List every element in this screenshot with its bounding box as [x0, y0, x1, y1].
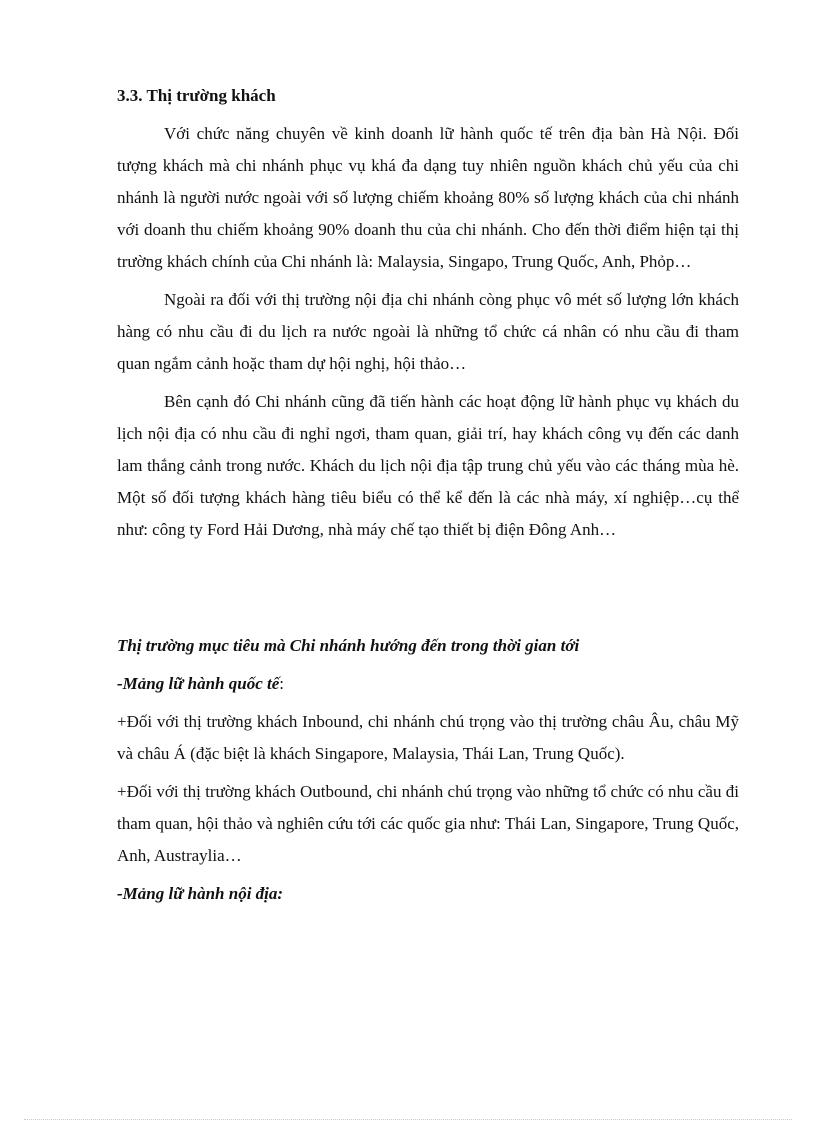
international-heading [117, 668, 739, 700]
page-content [117, 82, 739, 916]
domestic-heading: -Mảng lữ hành nội địa: [117, 884, 284, 903]
international-label: -Mảng lữ hành quốc tế [117, 674, 280, 693]
spacer [117, 552, 739, 630]
section-title: 3.3. Thị trường khách [117, 86, 276, 105]
paragraph-domestic-outbound: Ngoài ra đối với thị trường nội địa chi nhánh còng phục vô mét số lượng lớn khách hàng có nhu cầu đi du lịch ra nước ngoài là những tổ chức cá nhân có nhu cầu đi tham quan ngắm cảnh hoặc tham dự hội nghị, hội thảo… [117, 290, 739, 373]
inbound-item: +Đối với thị trường khách Inbound, chi nhánh chú trọng vào thị trường châu Âu, châu Mỹ và châu Á (đặc biệt là khách Singapore, Malaysia, Thái Lan, Trung Quốc). [117, 712, 739, 763]
paragraph-main-market: Với chức năng chuyên về kinh doanh lữ hành quốc tế trên địa bàn Hà Nội. Đối tượng khách mà chi nhánh phục vụ khá đa dạng tuy nhiên nguồn khách chủ yếu của chi nhánh là người nước ngoài với số lượng chiếm khoảng 80% số lượng khách của chi nhánh với doanh thu chiếm khoảng 90% doanh thu của chi nhánh. Cho đến thời điểm hiện tại thị trường khách chính của Chi nhánh là: Malaysia, Singapo, Trung Quốc, Anh, Phỏp… [117, 124, 739, 271]
paragraph-domestic-tourism: Bên cạnh đó Chi nhánh cũng đã tiến hành các hoạt động lữ hành phục vụ khách du lịch nội địa có nhu cầu đi nghỉ ngơi, tham quan, giải trí, hay khách công vụ đến các danh lam thắng cảnh trong nước. Khách du lịch nội địa tập trung chủ yếu vào các tháng mùa hè. Một số đối tượng khách hàng tiêu biểu có thể kể đến là các nhà máy, xí nghiệp…cụ thể như: công ty Ford Hải Dương, nhà máy chế tạo thiết bị điện Đông Anh… [117, 392, 739, 539]
page-bottom-rule [24, 1119, 792, 1120]
international-label-suffix: : [279, 674, 285, 693]
target-market-title: Thị trường mục tiêu mà Chi nhánh hướng đến trong thời gian tới [117, 636, 580, 655]
outbound-item: +Đối với thị trường khách Outbound, chi nhánh chú trọng vào những tổ chức có nhu cầu đi tham quan, hội thảo và nghiên cứu tới các quốc gia như: Thái Lan, Singapore, Trung Quốc, Anh, Austraylia… [117, 782, 739, 865]
